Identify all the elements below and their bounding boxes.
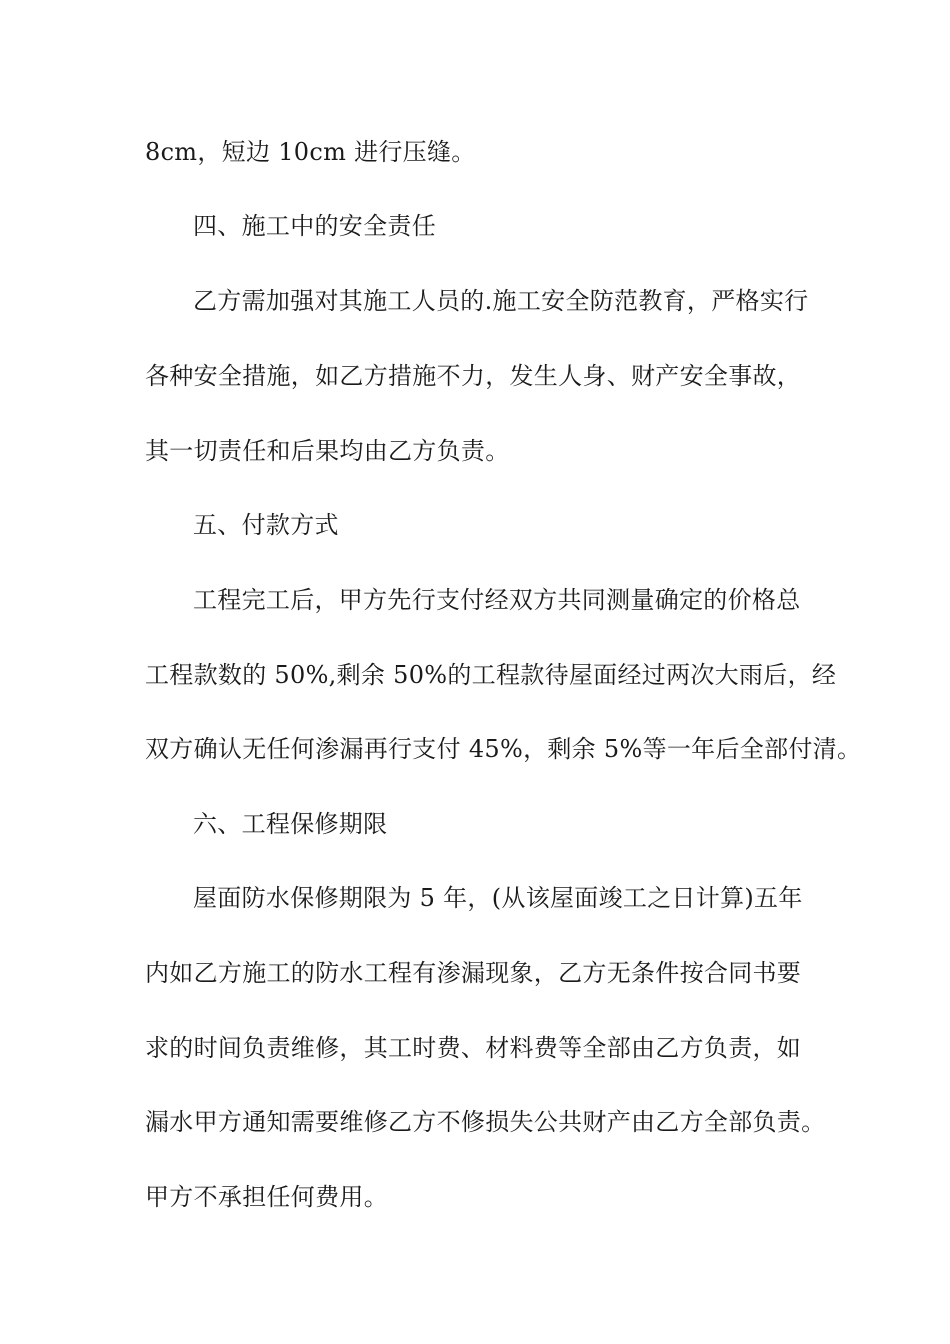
paragraph-line: 各种安全措施，如乙方措施不力，发生人身、财产安全事故， bbox=[145, 362, 802, 390]
paragraph-line: 工程款数的 50%,剩余 50%的工程款待屋面经过两次大雨后，经 bbox=[145, 661, 837, 689]
section-heading-payment: 五、付款方式 bbox=[193, 511, 339, 539]
paragraph-line: 屋面防水保修期限为 5 年，(从该屋面竣工之日计算)五年 bbox=[193, 884, 803, 912]
paragraph-line: 漏水甲方通知需要维修乙方不修损失公共财产由乙方全部负责。 bbox=[145, 1108, 826, 1136]
section-heading-warranty: 六、工程保修期限 bbox=[193, 810, 388, 838]
paragraph-line: 求的时间负责维修，其工时费、材料费等全部由乙方负责，如 bbox=[145, 1034, 802, 1062]
paragraph-line: 工程完工后，甲方先行支付经双方共同测量确定的价格总 bbox=[193, 586, 801, 614]
paragraph-line: 乙方需加强对其施工人员的.施工安全防范教育，严格实行 bbox=[193, 287, 809, 315]
paragraph-line: 甲方不承担任何费用。 bbox=[145, 1183, 388, 1211]
paragraph-line: 内如乙方施工的防水工程有渗漏现象，乙方无条件按合同书要 bbox=[145, 959, 802, 987]
paragraph-line: 其一切责任和后果均由乙方负责。 bbox=[145, 437, 510, 465]
section-heading-safety: 四、施工中的安全责任 bbox=[193, 212, 436, 240]
paragraph-line: 8cm，短边 10cm 进行压缝。 bbox=[145, 138, 476, 166]
paragraph-line: 双方确认无任何渗漏再行支付 45%，剩余 5%等一年后全部付清。 bbox=[145, 735, 862, 763]
